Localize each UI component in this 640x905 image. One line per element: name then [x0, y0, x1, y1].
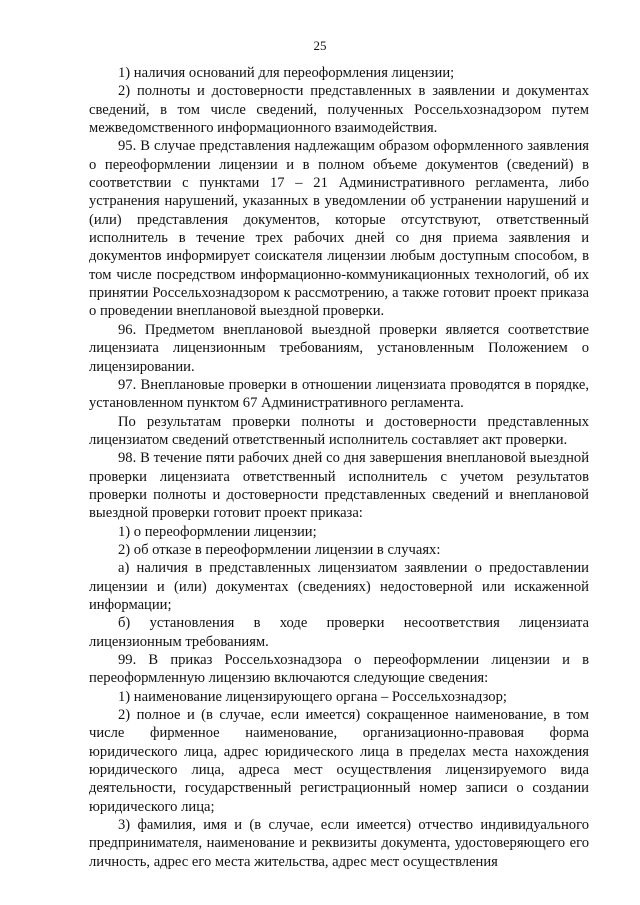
paragraph: 99. В приказ Россельхознадзора о переоформлении лицензии и в переоформленную лицензию включаются следующие сведения:	[89, 652, 589, 687]
paragraph: 2) полноты и достоверности представленных в заявлении и документах сведений, в том числе сведений, полученных Россельхознадзором путем межведомственного информационного взаимодействия.	[89, 83, 589, 137]
paragraph: 97. Внеплановые проверки в отношении лицензиата проводятся в порядке, установленном пунктом 67 Административного регламента.	[89, 376, 589, 412]
page-number: 25	[313, 38, 327, 53]
paragraph: б) установления в ходе проверки несоответствия лицензиата лицензионным требованиям.	[89, 615, 589, 650]
paragraph: 2) полное и (в случае, если имеется) сокращенное наименование, в том числе фирменное наименование, организационно-правовая форма юридического лица, адрес юридического лица в пределах места нахождения юридического лица, адреса мест осуществления лицензируемого вида деятельности, государственный регистрационный номер записи о создании юридического лица;	[89, 707, 589, 815]
paragraph: 95. В случае представления надлежащим образом оформленного заявления о переоформлении лицензии и в полном объеме документов (сведений) в соответствии с пунктами 17 – 21 Административного регламента, либо устранения нарушений, указанных в уведомлении об устранении нарушений и (или) представления документов, которые отсутствуют, ответственный исполнитель в течение трех рабочих дней со дня приема заявления и документов информирует соискателя лицензии любым доступным способом, в том числе посредством информационно-коммуникационных технологий, об их принятии Россельхознадзором к рассмотрению, а также готовит проект приказа о проведении внеплановой выездной проверки.	[89, 138, 589, 320]
paragraph: 96. Предметом внеплановой выездной проверки является соответствие лицензиата лицензионным требованиям, установленным Положением о лицензировании.	[89, 321, 589, 375]
paragraph: 2) об отказе в переоформлении лицензии в случаях:	[118, 541, 441, 558]
paragraph: 98. В течение пяти рабочих дней со дня завершения внеплановой выездной проверки лицензиата ответственный исполнитель с учетом результатов проверки полноты и достоверности представленных сведений и внеплановой выездной проверки готовит проект приказа:	[89, 450, 589, 522]
paragraph: а) наличия в представленных лицензиатом заявлении о предоставлении лицензии и (или) документах (сведениях) недостоверной или искаженной информации;	[89, 560, 589, 613]
paragraph: 1) наличия оснований для переоформления лицензии;	[118, 65, 455, 81]
paragraph: 1) о переоформлении лицензии;	[118, 523, 317, 540]
paragraph: 1) наименование лицензирующего органа – Россельхознадзор;	[118, 688, 507, 705]
paragraph: 3) фамилия, имя и (в случае, если имеется) отчество индивидуального предпринимателя, наименование и реквизиты документа, удостоверяющего его личность, адрес его места жительства, адрес мест осуществления	[89, 817, 589, 870]
document-body	[89, 64, 589, 871]
paragraph: По результатам проверки полноты и достоверности представленных лицензиатом сведений ответственный исполнитель составляет акт проверки.	[89, 413, 589, 448]
